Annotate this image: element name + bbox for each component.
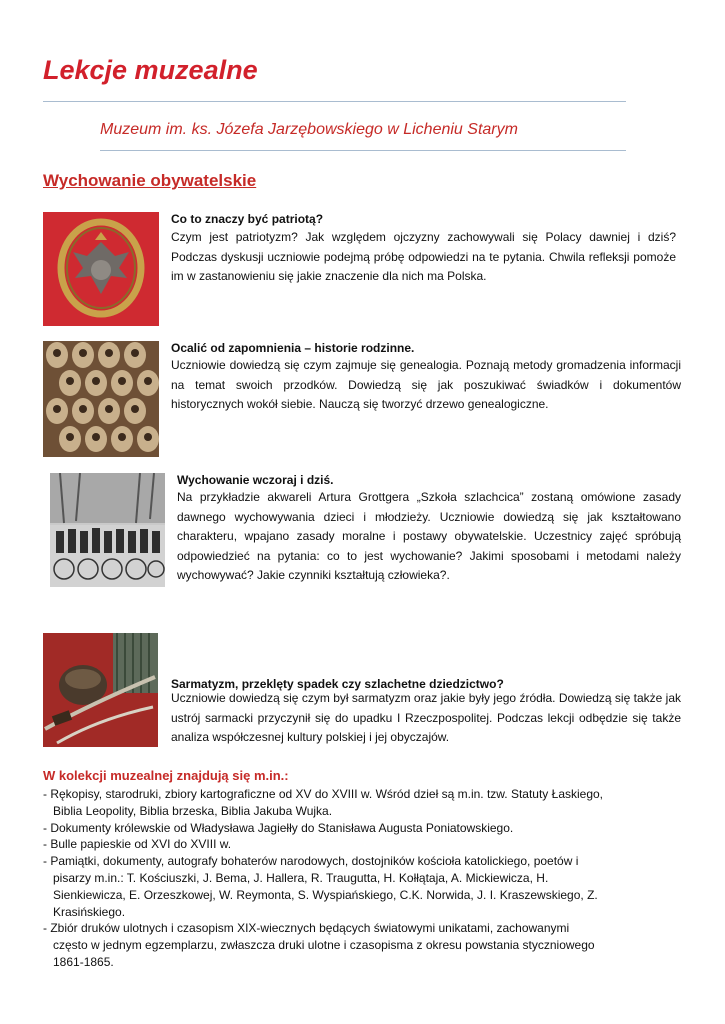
collection-item-memorabilia: - Pamiątki, dokumenty, autografy bohaterów narodowych, dostojników kościoła katolickiego, poetów i pisarzy m.in.: T. Kościuszki, J. Bema, J. Hallera, R. Traugutta, H. Kołłątaja, A. Mickiewicza, H. Sienkiewicza, E. Orzeszkowej, W. Reymonta, S. Wyspiańskiego, C.K. Norwida, J. I. Kraszewskiego, Z. Krasińskiego. (43, 854, 598, 919)
collection-item-prints: - Zbiór druków ulotnych i czasopism XIX-wiecznych będących światowymi unikatami, zachowanymi często w jednym egzemplarzu, zwłaszcza druki ulotne i czasopisma z okresu powstania styczniowego 1861-1865. (43, 921, 595, 969)
lesson-title-upbringing: Wychowanie wczoraj i dziś. (177, 473, 334, 487)
lesson-title-genealogy: Ocalić od zapomnienia – historie rodzinne. (171, 341, 415, 355)
collection-list (43, 786, 603, 971)
lesson-body-patriotism: Czym jest patriotyzm? Jak względem ojczyzny zachowywali się Polacy dawniej i dziś? Podczas dyskusji uczniowie podejmą próbę odpowiedzi na te pytania. Chwila refleksji pomoże im w zastanowieniu się jakie znaczenie dla nich ma Polska. (171, 230, 676, 284)
page-title: Lekcje muzealne (43, 55, 258, 85)
section-title: Wychowanie obywatelskie (43, 171, 257, 190)
collection-item-manuscripts: - Rękopisy, starodruki, zbiory kartograficzne od XV do XVIII w. Wśród dzieł są m.in. tzw. Statuty Łaskiego, Biblia Leopolity, Biblia brzeska, Biblia Jakuba Wujka. (43, 787, 604, 818)
title-divider (43, 101, 626, 102)
lesson-body-upbringing: Na przykładzie akwareli Artura Grottgera „Szkoła szlachcica” zostaną omówione zasady dawnego wychowywania dzieci i młodzieży. Uczniowie dowiedzą się jak kształtowano charakteru, wpajano zasady moralne i postawy obywatelskie. Uczestnicy zajęć spróbują odpowiedzieć na pytania: co to jest wychowanie? Jakimi sposobami i metodami należy wychowywać? Jakie czynniki kształtują człowieka?. (177, 490, 681, 583)
lesson-title-sarmatism: Sarmatyzm, przeklęty spadek czy szlachetne dziedzictwo? (171, 677, 504, 691)
subtitle-divider (100, 150, 626, 151)
group-photo-image (50, 473, 165, 587)
collection-item-royal-documents: - Dokumenty królewskie od Władysława Jagiełły do Stanisława Augusta Poniatowskiego. (43, 820, 514, 835)
lesson-title-patriotism: Co to znaczy być patriotą? (171, 212, 324, 226)
portrait-collage-image (43, 341, 159, 457)
lesson-body-sarmatism: Uczniowie dowiedzą się czym był sarmatyzm oraz jakie były jego źródła. Dowiedzą się także jak ustrój sarmacki przyczynił się do upadku I Rzeczpospolitej. Podczas lekcji odbędzie się także analiza współczesnej kultury polskiej i jej obyczajów. (171, 691, 681, 745)
collection-item-papal-bulls: - Bulle papieskie od XVI do XVIII w. (43, 837, 232, 852)
lesson-body-genealogy: Uczniowie dowiedzą się czym zajmuje się genealogia. Poznają metody gromadzenia informacji na temat swoich przodków. Dowiedzą się jak poszukiwać świadków i dokumentów historycznych wokół siebie. Nauczą się tworzyć drzewo genealogiczne. (171, 358, 681, 412)
helmet-saber-image (43, 633, 158, 747)
collection-heading: W kolekcji muzealnej znajdują się m.in.: (43, 768, 289, 783)
museum-subtitle: Muzeum im. ks. Józefa Jarzębowskiego w Licheniu Starym (100, 121, 518, 138)
eagle-emblem-image (43, 212, 159, 326)
